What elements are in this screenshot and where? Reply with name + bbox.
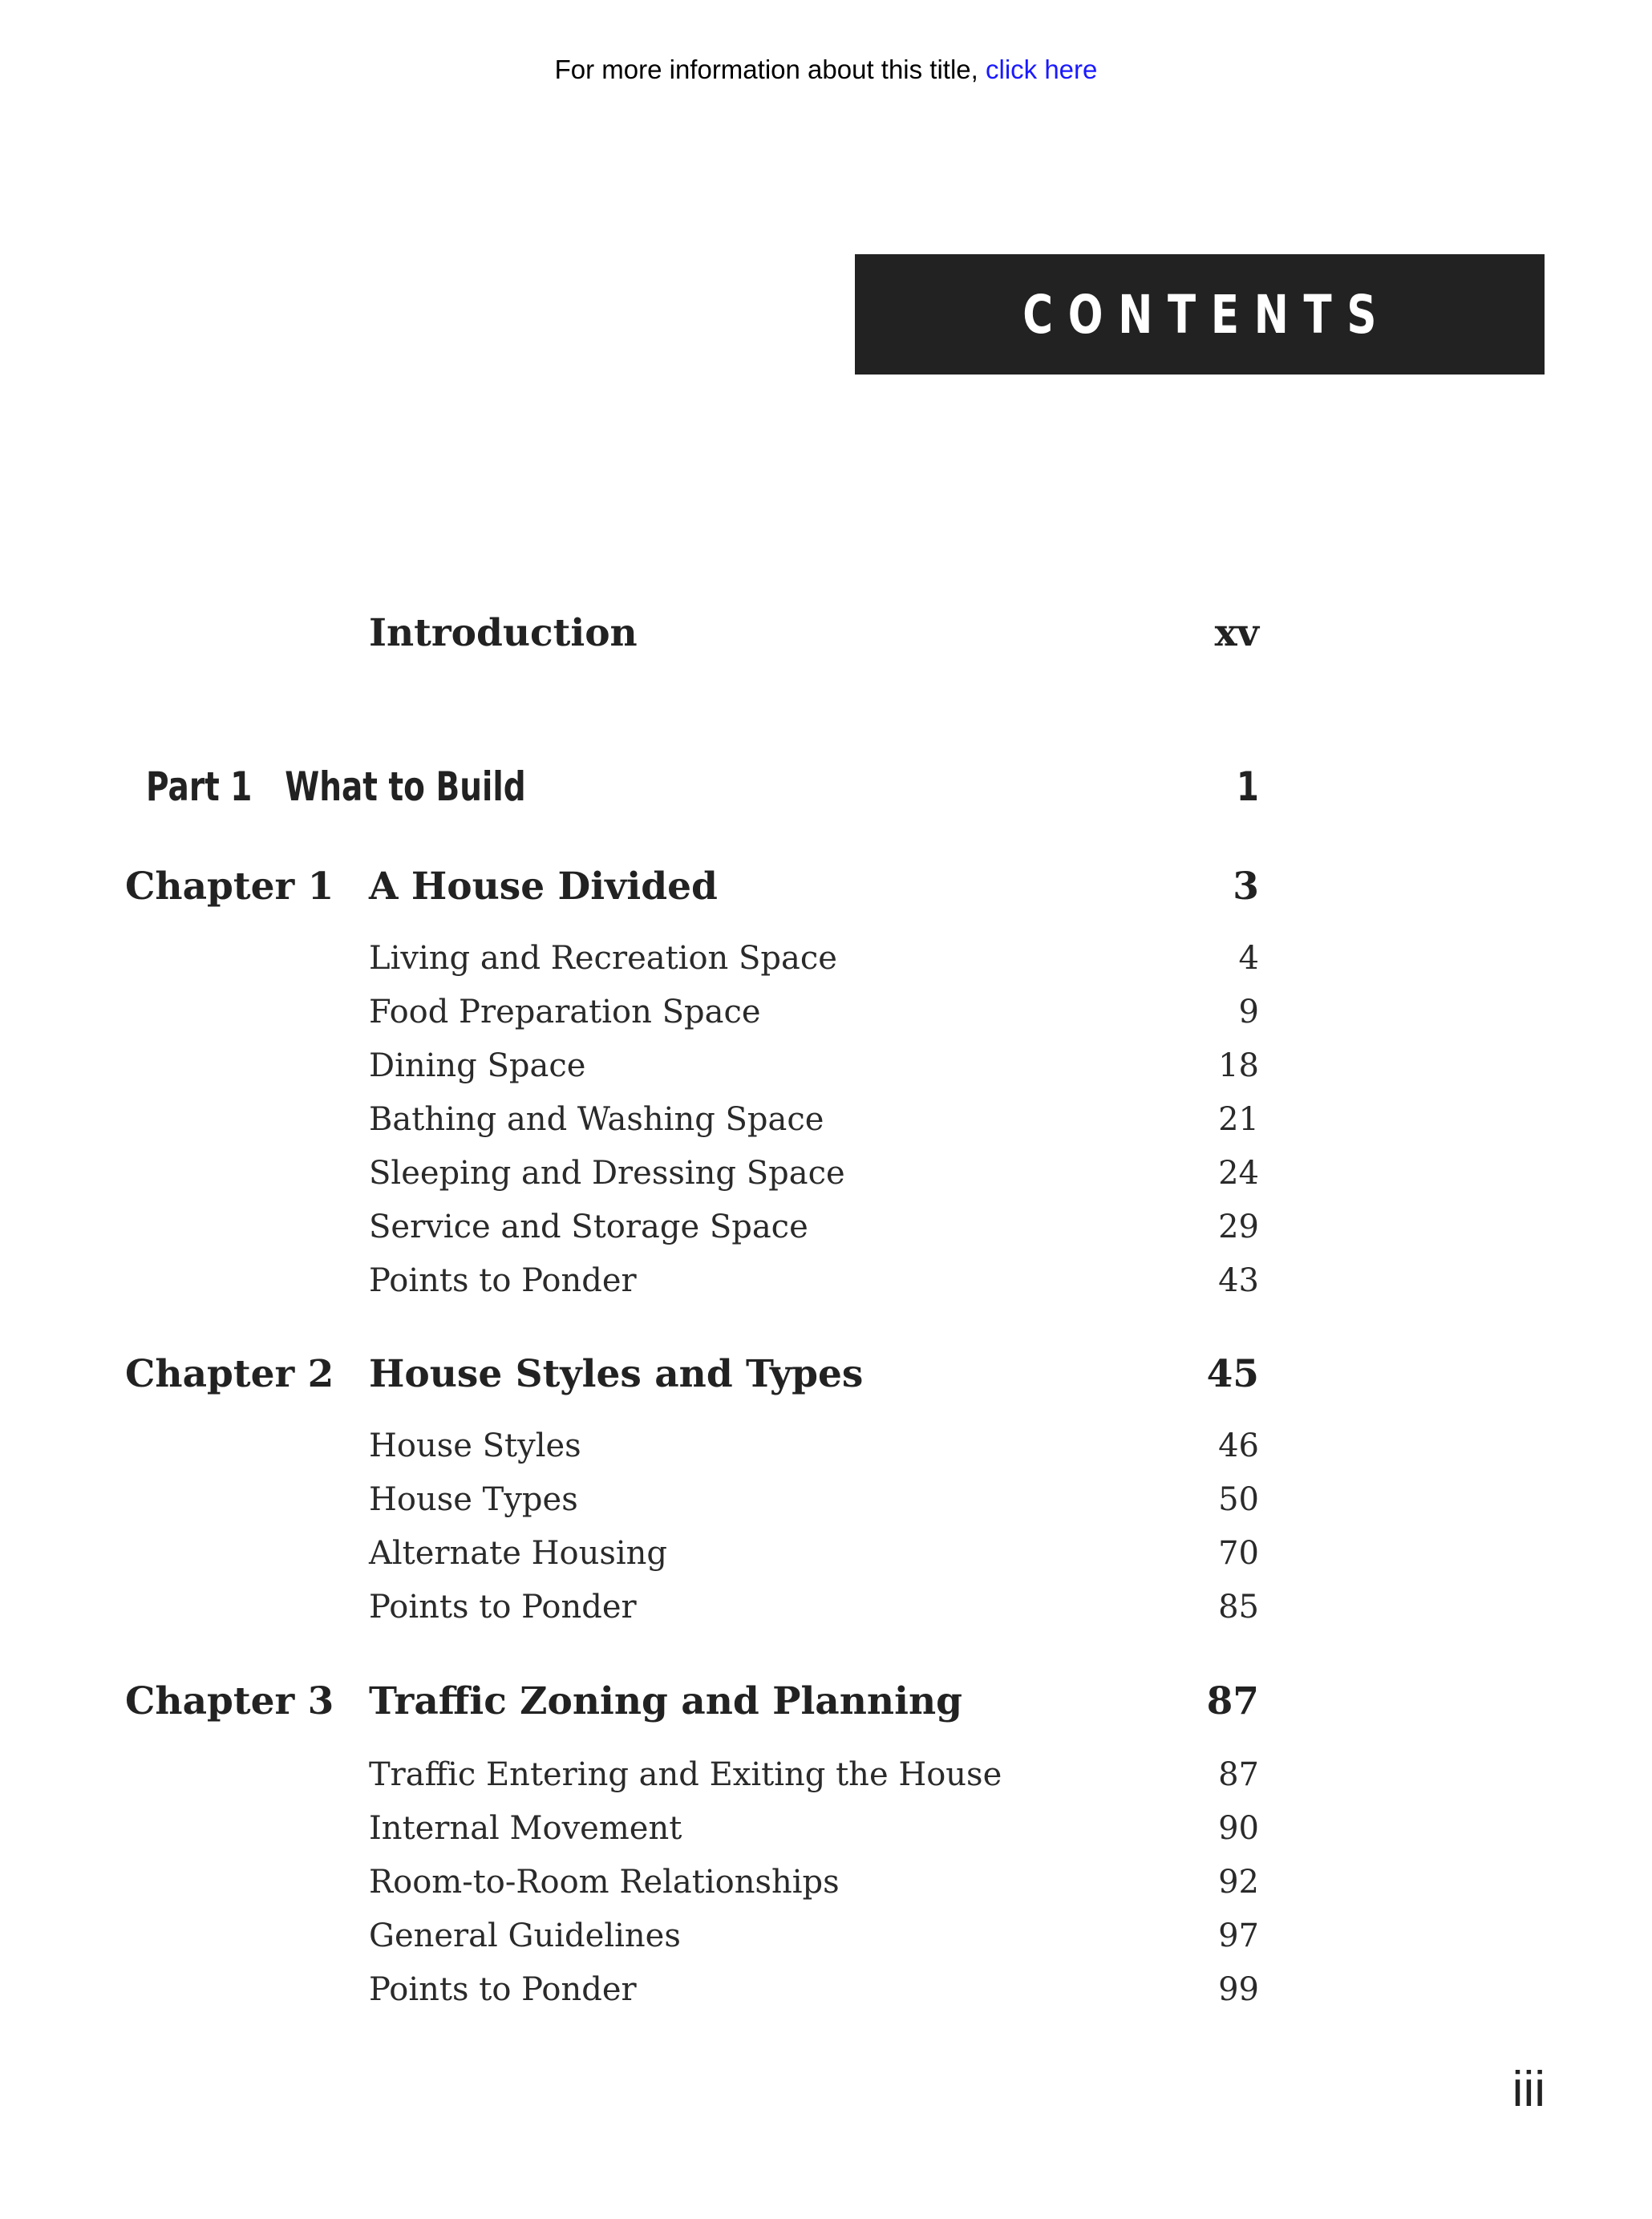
toc-section-title[interactable]: Dining Space (369, 1047, 586, 1084)
toc-introduction-page: xv (1214, 611, 1259, 655)
toc-section-title[interactable]: Room-to-Room Relationships (369, 1864, 840, 1901)
toc-chapter-label: Chapter 1 (125, 865, 334, 909)
toc-chapter-page: 3 (1233, 865, 1259, 909)
toc-section-title[interactable]: Alternate Housing (369, 1535, 668, 1572)
toc-chapter-page: 45 (1206, 1352, 1259, 1396)
toc-section-title[interactable]: House Styles (369, 1427, 581, 1464)
toc-section-title[interactable]: Points to Ponder (369, 1589, 637, 1626)
toc-section-page: 9 (1238, 994, 1259, 1031)
toc-section-page: 92 (1218, 1864, 1259, 1901)
toc-section-title[interactable]: Points to Ponder (369, 1262, 637, 1299)
toc-section-title[interactable]: Sleeping and Dressing Space (369, 1155, 845, 1192)
click-here-link[interactable]: click here (986, 55, 1098, 84)
toc-part-label: Part 1 (146, 763, 253, 810)
toc-section-page: 4 (1238, 940, 1259, 977)
toc-part-title: What to Build (285, 763, 526, 810)
toc-chapter-title[interactable]: House Styles and Types (369, 1352, 864, 1396)
toc-section-page: 90 (1218, 1810, 1259, 1847)
toc-chapter-page: 87 (1206, 1679, 1259, 1723)
contents-banner (855, 254, 1545, 375)
page-number: iii (1512, 2062, 1545, 2117)
toc-part-heading[interactable] (146, 763, 526, 810)
toc-section-page: 85 (1218, 1589, 1259, 1626)
toc-section-title[interactable]: House Types (369, 1481, 578, 1518)
contents-title: CONTENTS (1022, 283, 1392, 346)
toc-introduction-title[interactable]: Introduction (369, 611, 638, 655)
toc-section-title[interactable]: General Guidelines (369, 1917, 681, 1954)
toc-section-title[interactable]: Living and Recreation Space (369, 940, 837, 977)
toc-section-page: 87 (1218, 1756, 1259, 1793)
toc-section-page: 99 (1218, 1971, 1259, 2008)
toc-section-title[interactable]: Points to Ponder (369, 1971, 637, 2008)
toc-chapter-label: Chapter 3 (125, 1679, 334, 1723)
toc-chapter-label: Chapter 2 (125, 1352, 334, 1396)
toc-section-page: 43 (1218, 1262, 1259, 1299)
toc-chapter-title[interactable]: A House Divided (369, 865, 718, 909)
more-info-line (0, 55, 1652, 85)
toc-section-page: 21 (1218, 1101, 1259, 1138)
toc-section-page: 50 (1218, 1481, 1259, 1518)
toc-section-title[interactable]: Bathing and Washing Space (369, 1101, 824, 1138)
toc-section-page: 97 (1218, 1917, 1259, 1954)
toc-section-page: 46 (1218, 1427, 1259, 1464)
toc-section-title[interactable]: Service and Storage Space (369, 1209, 808, 1245)
toc-section-page: 24 (1218, 1155, 1259, 1192)
toc-section-title[interactable]: Food Preparation Space (369, 994, 761, 1031)
toc-chapter-title[interactable]: Traffic Zoning and Planning (369, 1679, 962, 1723)
toc-part-page: 1 (1237, 763, 1259, 810)
toc-section-page: 29 (1218, 1209, 1259, 1245)
toc-section-title[interactable]: Traffic Entering and Exiting the House (369, 1756, 1002, 1793)
more-info-text: For more information about this title, (554, 55, 986, 84)
toc-section-page: 70 (1218, 1535, 1259, 1572)
toc-section-page: 18 (1218, 1047, 1259, 1084)
toc-section-title[interactable]: Internal Movement (369, 1810, 682, 1847)
